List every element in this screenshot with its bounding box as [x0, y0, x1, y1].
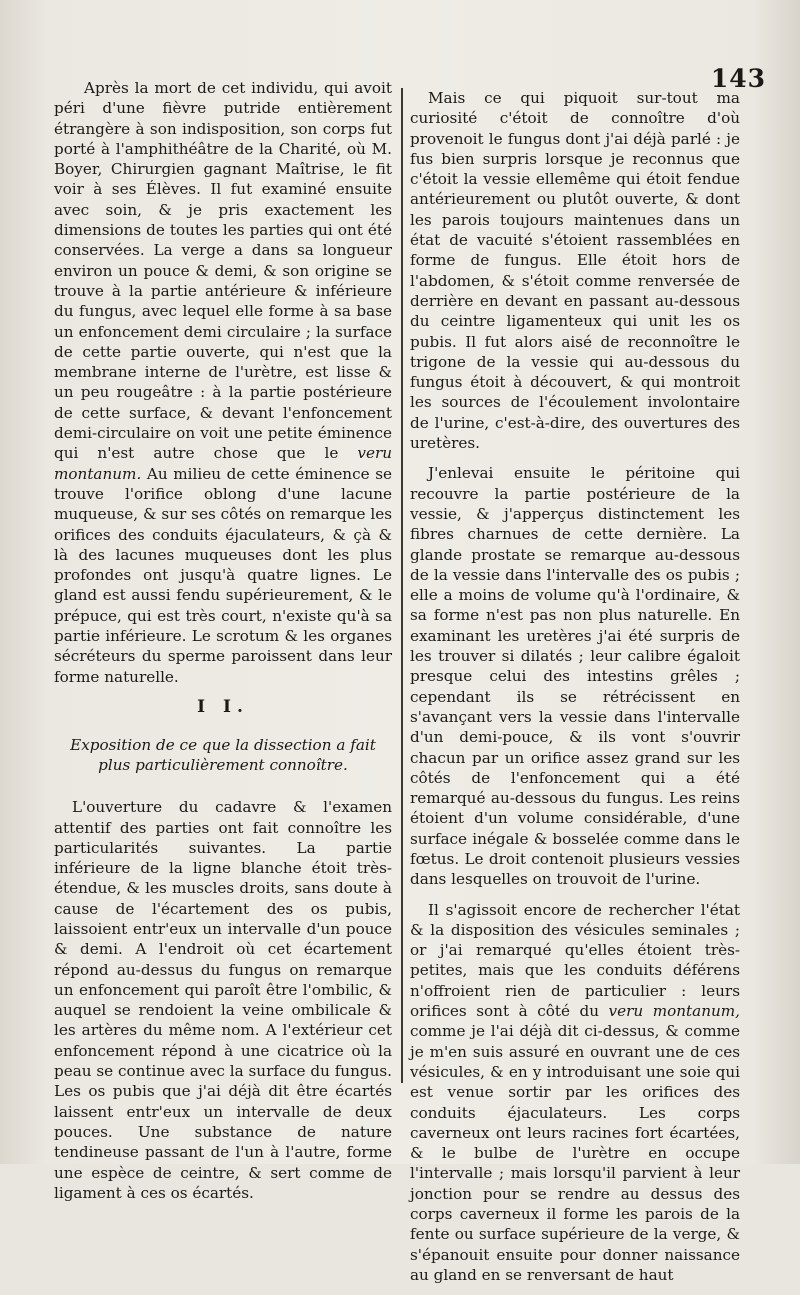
- italic-term: veru montanum,: [608, 1002, 740, 1021]
- paragraph: Mais ce qui piquoit sur-tout ma curiosité c'étoit de connoître d'où provenoit le fungus dont j'ai déjà parlé : je fus bien surpris lorsque je reconnus que c'étoit la vessie ellemême qui étoit fendue antérieurement ou plutôt ouverte, & dont les parois toujours maintenues dans un état de vacuité s'étoient rassemblées en forme de fungus. Elle étoit hors de l'abdomen, & s'étoit comme renversée de derrière en devant en passant au-dessous du ceintre ligamenteux qui unit les os pubis. Il fut alors aisé de reconnoître le trigone de la vessie qui au-dessous du fungus étoit à découvert, & qui montroit les sources de l'écoulement involontaire de l'urine, c'est-à-dire, des ouvertures des uretères.: [410, 89, 740, 453]
- section-number: I I.: [197, 696, 249, 717]
- column-divider: [401, 88, 403, 1083]
- paragraph: [54, 78, 392, 687]
- paragraph-text: Il s'agissoit encore de rechercher l'état & la disposition des vésicules seminales ; or j'ai remarqué qu'elles étoient très-petites, mais que les conduits déférens n'offroient rien de particulier : leurs orifices sont à côté du: [410, 900, 740, 1021]
- page-number: 143: [710, 64, 766, 93]
- section-title: Exposition de ce que la dissection a fait plus particulièrement connoître.: [70, 736, 376, 775]
- paragraph: J'enlevai ensuite le péritoine qui recouvre la partie postérieure de la vessie, & j'apperçus distinctement les fibres charnues de cette dernière. La glande prostate se remarque au-dessous de la vessie dans l'intervalle des os pubis ; elle a moins de volume qu'à l'ordinaire, & sa forme n'est pas non plus naturelle. En examinant les uretères j'ai été surpris de les trouver si dilatés ; leur calibre égaloit presque celui des intestins grêles ; cependant ils se rétrécissent en s'avançant vers la vessie dans l'intervalle d'un demi-pouce, & ils vont s'ouvrir chacun par un orifice assez grand sur les côtés de l'enfoncement qui a été remarqué au-dessous du fungus. Les reins étoient d'un volume considérable, d'une surface inégale & bosselée comme dans le fœtus. Le droit contenoit plusieurs vessies dans lesquelles on trouvoit de l'urine.: [410, 464, 740, 889]
- italic-term: veru montanum.: [54, 444, 392, 483]
- paragraph-text: comme je l'ai déjà dit ci-dessus, & comme je m'en suis assuré en ouvrant une de ces vésicules, & en y introduisant une soie qui est venue sortir par les orifices des conduits éjaculateurs. Les corps caverneux ont leurs racines fort écartées, & le bulbe de l'urètre en occupe l'intervalle ; mais lorsqu'il parvient à leur jonction pour se rendre au dessus des corps caverneux il forme les parois de la fente ou surface supérieure de la verge, & s'épanouit ensuite pour donner naissance au gland en se renversant de haut: [410, 1022, 740, 1284]
- left-column: [54, 78, 392, 1213]
- paragraph-text: Après la mort de cet individu, qui avoit péri d'une fièvre putride entièrement étrangère à son indisposition, son corps fut porté à l'amphithéâtre de la Charité, où M. Boyer, Chirurgien gagnant Maîtrise, le fit voir à ses Élèves. Il fut examiné ensuite avec soin, & je pris exactement les dimensions de toutes les parties qui ont été conservées. La verge a dans sa longueur environ un pouce & demi, & son origine se trouve à la partie antérieure & inférieure du fungus, avec lequel elle forme à sa base un enfoncement demi circulaire ; la surface de cette partie ouverte, qui n'est que la membrane interne de l'urètre, est lisse & un peu rougeâtre : à la partie postérieure de cette surface, & devant l'enfoncement demi-circulaire on voit une petite éminence qui n'est autre chose que le: [54, 79, 392, 463]
- paragraph: [410, 900, 740, 1286]
- right-column: [410, 88, 740, 1295]
- paragraph: L'ouverture du cadavre & l'examen attentif des parties ont fait connoître les particularités suivantes. La partie inférieure de la ligne blanche étoit très-étendue, & les muscles droits, sans doute à cause de l'écartement des os pubis, laissoient entr'eux un intervalle d'un pouce & demi. A l'endroit où cet écartement répond au-dessus du fungus on remarque un enfoncement qui paroît être l'ombilic, & auquel se rendoient la veine ombilicale & les artères du même nom. A l'extérieur cet enfoncement répond à une cicatrice où la peau se continue avec la surface du fungus. Les os pubis que j'ai déjà dit être écartés laissent entr'eux un intervalle de deux pouces. Une substance de nature tendineuse passant de l'un à l'autre, forme une espèce de ceintre, & sert comme de ligament à ces os écartés.: [54, 798, 392, 1202]
- paragraph-text: Au milieu de cette éminence se trouve l'orifice oblong d'une lacune muqueuse, & sur ses côtés on remarque les orifices des conduits éjaculateurs, & çà & là des lacunes muqueuses dont les plus profondes ont jusqu'à quatre lignes. Le gland est aussi fendu supérieurement, & le prépuce, qui est très court, n'existe qu'à sa partie inférieure. Le scrotum & les organes sécréteurs du sperme paroissent dans leur forme naturelle.: [54, 464, 392, 686]
